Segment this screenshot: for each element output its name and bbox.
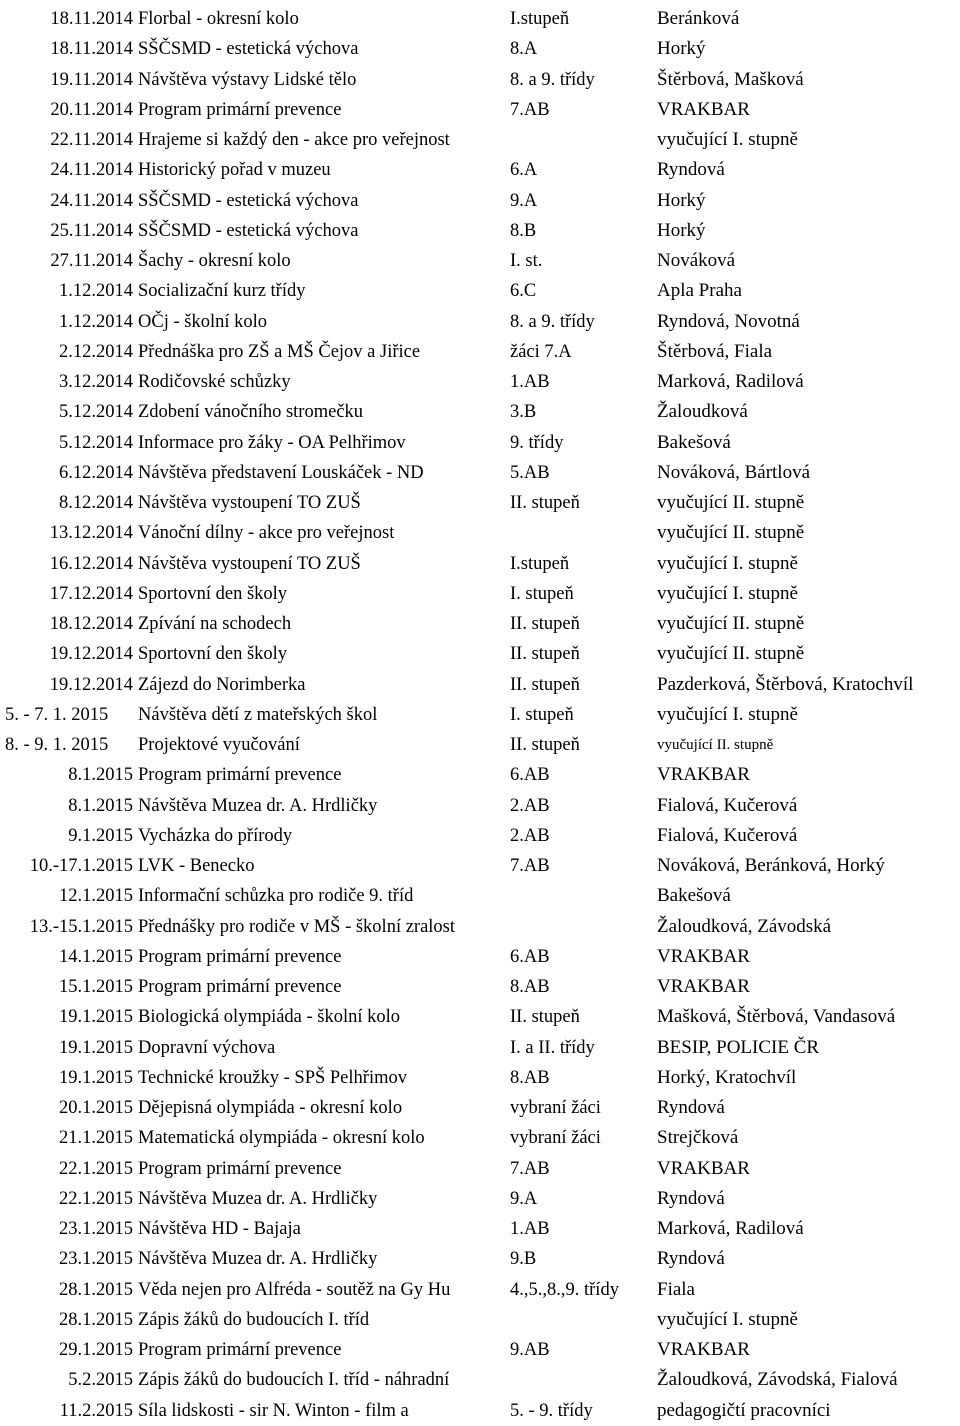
table-row: [0, 1365, 960, 1395]
date-cell: 5.2.2015: [68, 1370, 133, 1391]
teacher-cell: Nováková: [657, 250, 736, 272]
date-cell: 2.12.2014: [59, 341, 133, 362]
class-cell: 2.AB: [510, 795, 550, 816]
class-cell: 6.A: [510, 160, 538, 181]
date-cell: 15.1.2015: [59, 977, 133, 998]
class-cell: II. stupeň: [510, 644, 580, 665]
table-row: [0, 912, 960, 942]
table-row: [0, 1244, 960, 1274]
date-cell: 8. - 9. 1. 2015: [5, 735, 109, 756]
date-cell: 13.12.2014: [49, 523, 133, 544]
date-cell: 22.1.2015: [59, 1158, 133, 1179]
class-cell: 9.A: [510, 1188, 538, 1209]
table-row: [0, 760, 960, 790]
class-cell: 2.AB: [510, 825, 550, 846]
event-cell: Návštěva vystoupení TO ZUŠ: [138, 553, 361, 574]
event-cell: Návštěva Muzea dr. A. Hrdličky: [138, 795, 378, 816]
class-cell: [505, 1305, 652, 1335]
table-row: [0, 1335, 960, 1365]
event-cell: Technické kroužky - SPŠ Pelhřimov: [138, 1067, 407, 1088]
class-cell: II. stupeň: [510, 614, 580, 635]
teacher-cell: Ryndová: [657, 159, 725, 181]
date-cell: 13.-15.1.2015: [29, 916, 133, 937]
date-cell: 23.1.2015: [59, 1219, 133, 1240]
teacher-cell: Ryndová: [657, 1187, 725, 1209]
class-cell: 6.C: [510, 281, 537, 302]
event-cell: Zájezd do Norimberka: [138, 674, 306, 695]
event-cell: Matematická olympiáda - okresní kolo: [138, 1128, 425, 1149]
event-cell: Sportovní den školy: [138, 583, 288, 604]
table-row: [0, 1154, 960, 1184]
date-cell: 18.12.2014: [49, 614, 133, 635]
class-cell: 5. - 9. třídy: [510, 1400, 593, 1421]
teacher-cell: VRAKBAR: [657, 945, 750, 967]
class-cell: vybraní žáci: [510, 1128, 601, 1149]
event-cell: Biologická olympiáda - školní kolo: [138, 1007, 401, 1028]
teacher-cell: Pazderková, Štěrbová, Kratochvíl: [657, 673, 914, 695]
teacher-cell: BESIP, POLICIE ČR: [657, 1036, 820, 1058]
table-row: [0, 518, 960, 548]
class-cell: II. stupeň: [510, 1007, 580, 1028]
date-cell: 19.1.2015: [59, 1037, 133, 1058]
event-cell: Síla lidskosti - sir N. Winton - film a: [138, 1400, 409, 1421]
event-cell: Program primární prevence: [138, 1158, 342, 1179]
teacher-cell: Beránková: [657, 8, 740, 30]
teacher-cell: vyučující I. stupně: [657, 703, 798, 725]
class-cell: 8.B: [510, 220, 537, 241]
date-cell: 20.1.2015: [59, 1098, 133, 1119]
date-cell: 8.1.2015: [68, 795, 133, 816]
class-cell: I. stupeň: [510, 704, 574, 725]
event-cell: Informační schůzka pro rodiče 9. tříd: [138, 886, 414, 907]
teacher-cell: Bakešová: [657, 885, 731, 907]
event-cell: Informace pro žáky - OA Pelhřimov: [138, 432, 406, 453]
date-cell: 23.1.2015: [59, 1249, 133, 1270]
class-cell: 1.AB: [510, 1219, 550, 1240]
event-cell: Věda nejen pro Alfréda - soutěž na Gy Hu: [138, 1279, 451, 1300]
events-table-body: [0, 4, 960, 1426]
class-cell: 4.,5.,8.,9. třídy: [510, 1279, 619, 1300]
event-cell: Dopravní výchova: [138, 1037, 276, 1058]
event-cell: Přednášky pro rodiče v MŠ - školní zralost: [138, 916, 456, 937]
date-cell: 16.12.2014: [49, 553, 133, 574]
event-cell: Návštěva HD - Bajaja: [138, 1219, 301, 1240]
table-row: [0, 639, 960, 669]
teacher-cell: Ryndová: [657, 1248, 725, 1270]
teacher-cell: vyučující II. stupně: [657, 613, 805, 635]
teacher-cell: Mašková, Štěrbová, Vandasová: [657, 1006, 896, 1028]
date-cell: 14.1.2015: [59, 946, 133, 967]
class-cell: I. a II. třídy: [510, 1037, 595, 1058]
table-row: [0, 1063, 960, 1093]
teacher-cell: Nováková, Beránková, Horký: [657, 855, 885, 877]
class-cell: 8.AB: [510, 977, 550, 998]
date-cell: 22.1.2015: [59, 1188, 133, 1209]
class-cell: 5.AB: [510, 462, 550, 483]
event-cell: Sportovní den školy: [138, 644, 288, 665]
teacher-cell: vyučující I. stupně: [657, 1308, 798, 1330]
teacher-cell: VRAKBAR: [657, 1157, 750, 1179]
date-cell: 22.11.2014: [50, 130, 133, 151]
class-cell: [505, 125, 652, 155]
teacher-cell: vyučující I. stupně: [657, 552, 798, 574]
table-row: [0, 367, 960, 397]
teacher-cell: Apla Praha: [657, 280, 742, 302]
teacher-cell: Horký, Kratochvíl: [657, 1066, 797, 1088]
table-row: [0, 95, 960, 125]
class-cell: [505, 518, 652, 548]
event-cell: Program primární prevence: [138, 946, 342, 967]
table-row: [0, 4, 960, 34]
table-row: [0, 307, 960, 337]
teacher-cell: Štěrbová, Fiala: [657, 340, 773, 362]
date-cell: 18.11.2014: [50, 9, 133, 30]
table-row: [0, 397, 960, 427]
class-cell: 7.AB: [510, 1158, 550, 1179]
teacher-cell: Strejčková: [657, 1127, 739, 1149]
date-cell: 11.2.2015: [59, 1400, 133, 1421]
teacher-cell: Horký: [657, 189, 706, 211]
event-cell: Šachy - okresní kolo: [138, 251, 291, 272]
class-cell: 9.AB: [510, 1340, 550, 1361]
event-cell: Zápis žáků do budoucích I. tříd: [138, 1309, 370, 1330]
class-cell: II. stupeň: [510, 493, 580, 514]
class-cell: II. stupeň: [510, 735, 580, 756]
teacher-cell: VRAKBAR: [657, 1339, 750, 1361]
date-cell: 28.1.2015: [59, 1279, 133, 1300]
date-cell: 24.11.2014: [50, 160, 133, 181]
teacher-cell: Žaloudková, Závodská, Fialová: [657, 1369, 898, 1391]
class-cell: 8.AB: [510, 1067, 550, 1088]
class-cell: I.stupeň: [510, 9, 570, 30]
date-cell: 12.1.2015: [59, 886, 133, 907]
date-cell: 19.12.2014: [49, 644, 133, 665]
date-cell: 8.12.2014: [59, 493, 133, 514]
class-cell: žáci 7.A: [510, 341, 572, 362]
class-cell: I. stupeň: [510, 583, 574, 604]
event-cell: Projektové vyučování: [138, 735, 300, 756]
date-cell: 19.12.2014: [49, 674, 133, 695]
event-cell: Návštěva Muzea dr. A. Hrdličky: [138, 1249, 378, 1270]
teacher-cell: Žaloudková, Závodská: [657, 915, 832, 937]
table-row: [0, 34, 960, 64]
event-cell: Zpívání na schodech: [138, 614, 292, 635]
event-cell: Zápis žáků do budoucích I. tříd - náhradní: [138, 1370, 450, 1391]
teacher-cell: Fialová, Kučerová: [657, 794, 798, 816]
date-cell: 19.1.2015: [59, 1007, 133, 1028]
table-row: [0, 972, 960, 1002]
table-row: [0, 851, 960, 881]
class-cell: 6.AB: [510, 946, 550, 967]
date-cell: 17.12.2014: [49, 583, 133, 604]
event-cell: Návštěva výstavy Lidské tělo: [138, 69, 357, 90]
teacher-cell: pedagogičtí pracovníci: [657, 1399, 831, 1421]
table-row: [0, 65, 960, 95]
teacher-cell: vyučující I. stupně: [657, 582, 798, 604]
event-cell: Program primární prevence: [138, 1340, 342, 1361]
table-row: [0, 1002, 960, 1032]
class-cell: 1.AB: [510, 372, 550, 393]
table-row: [0, 1214, 960, 1244]
date-cell: 24.11.2014: [50, 190, 133, 211]
table-row: [0, 186, 960, 216]
teacher-cell: VRAKBAR: [657, 98, 750, 120]
teacher-cell: Žaloudková: [657, 401, 748, 423]
date-cell: 3.12.2014: [59, 372, 133, 393]
event-cell: Program primární prevence: [138, 977, 342, 998]
table-row: [0, 458, 960, 488]
class-cell: vybraní žáci: [510, 1098, 601, 1119]
date-cell: 18.11.2014: [50, 39, 133, 60]
table-row: [0, 1396, 960, 1426]
class-cell: 7.AB: [510, 856, 550, 877]
event-cell: Návštěva představení Louskáček - ND: [138, 462, 424, 483]
date-cell: 29.1.2015: [59, 1340, 133, 1361]
table-row: [0, 1275, 960, 1305]
event-cell: Návštěva Muzea dr. A. Hrdličky: [138, 1188, 378, 1209]
class-cell: 9.B: [510, 1249, 537, 1270]
table-row: [0, 579, 960, 609]
table-row: [0, 700, 960, 730]
table-row: [0, 125, 960, 155]
teacher-cell: Horký: [657, 219, 706, 241]
table-row: [0, 428, 960, 458]
event-cell: Florbal - okresní kolo: [138, 9, 299, 30]
teacher-cell: vyučující II. stupně: [657, 737, 774, 754]
class-cell: II. stupeň: [510, 674, 580, 695]
event-cell: SŠČSMD - estetická výchova: [138, 190, 359, 211]
table-row: [0, 791, 960, 821]
date-cell: 9.1.2015: [68, 825, 133, 846]
teacher-cell: vyučující II. stupně: [657, 492, 805, 514]
table-row: [0, 549, 960, 579]
table-row: [0, 609, 960, 639]
table-row: [0, 881, 960, 911]
event-cell: Vánoční dílny - akce pro veřejnost: [138, 523, 395, 544]
table-row: [0, 1033, 960, 1063]
event-cell: Rodičovské schůzky: [138, 372, 291, 393]
table-row: [0, 337, 960, 367]
table-row: [0, 246, 960, 276]
teacher-cell: Fialová, Kučerová: [657, 824, 798, 846]
class-cell: 7.AB: [510, 99, 550, 120]
table-row: [0, 1123, 960, 1153]
event-cell: SŠČSMD - estetická výchova: [138, 39, 359, 60]
events-table: [0, 4, 960, 1426]
event-cell: SŠČSMD - estetická výchova: [138, 220, 359, 241]
event-cell: Socializační kurz třídy: [138, 281, 306, 302]
date-cell: 27.11.2014: [50, 251, 133, 272]
date-cell: 21.1.2015: [59, 1128, 133, 1149]
table-row: [0, 155, 960, 185]
table-row: [0, 1093, 960, 1123]
event-cell: Historický pořad v muzeu: [138, 160, 331, 181]
date-cell: 5.12.2014: [59, 402, 133, 423]
class-cell: [505, 1365, 652, 1395]
class-cell: [505, 881, 652, 911]
date-cell: 6.12.2014: [59, 462, 133, 483]
date-cell: 25.11.2014: [50, 220, 133, 241]
table-row: [0, 730, 960, 760]
table-row: [0, 670, 960, 700]
date-cell: 1.12.2014: [59, 311, 133, 332]
event-cell: Dějepisná olympiáda - okresní kolo: [138, 1098, 403, 1119]
teacher-cell: VRAKBAR: [657, 764, 750, 786]
class-cell: 8.A: [510, 39, 538, 60]
date-cell: 19.1.2015: [59, 1067, 133, 1088]
table-row: [0, 488, 960, 518]
teacher-cell: Marková, Radilová: [657, 371, 804, 393]
event-cell: Zdobení vánočního stromečku: [138, 402, 364, 423]
teacher-cell: vyučující I. stupně: [657, 129, 798, 151]
date-cell: 20.11.2014: [50, 99, 133, 120]
class-cell: 6.AB: [510, 765, 550, 786]
date-cell: 1.12.2014: [59, 281, 133, 302]
teacher-cell: VRAKBAR: [657, 976, 750, 998]
teacher-cell: vyučující II. stupně: [657, 522, 805, 544]
class-cell: I.stupeň: [510, 553, 570, 574]
teacher-cell: Marková, Radilová: [657, 1218, 804, 1240]
teacher-cell: Bakešová: [657, 431, 731, 453]
table-row: [0, 1184, 960, 1214]
class-cell: 3.B: [510, 402, 537, 423]
class-cell: 8. a 9. třídy: [510, 311, 595, 332]
teacher-cell: Nováková, Bártlová: [657, 461, 811, 483]
date-cell: 19.11.2014: [50, 69, 133, 90]
event-cell: OČj - školní kolo: [138, 311, 267, 332]
event-cell: Hrajeme si každý den - akce pro veřejnost: [138, 130, 450, 151]
date-cell: 5. - 7. 1. 2015: [5, 704, 109, 725]
event-cell: Přednáška pro ZŠ a MŠ Čejov a Jiřice: [138, 341, 421, 362]
table-row: [0, 821, 960, 851]
teacher-cell: Ryndová: [657, 1097, 725, 1119]
event-cell: Návštěva vystoupení TO ZUŠ: [138, 493, 361, 514]
table-row: [0, 1305, 960, 1335]
table-row: [0, 216, 960, 246]
class-cell: 9. třídy: [510, 432, 564, 453]
date-cell: 8.1.2015: [68, 765, 133, 786]
class-cell: 8. a 9. třídy: [510, 69, 595, 90]
event-cell: LVK - Benecko: [138, 856, 255, 877]
event-cell: Program primární prevence: [138, 99, 342, 120]
event-cell: Vycházka do přírody: [138, 825, 293, 846]
class-cell: I. st.: [510, 251, 543, 272]
teacher-cell: vyučující II. stupně: [657, 643, 805, 665]
class-cell: 9.A: [510, 190, 538, 211]
event-cell: Program primární prevence: [138, 765, 342, 786]
date-cell: 10.-17.1.2015: [29, 856, 133, 877]
teacher-cell: Štěrbová, Mašková: [657, 68, 804, 90]
table-row: [0, 276, 960, 306]
date-cell: 5.12.2014: [59, 432, 133, 453]
event-cell: Návštěva dětí z mateřských škol: [138, 704, 378, 725]
date-cell: 28.1.2015: [59, 1309, 133, 1330]
class-cell: [505, 912, 652, 942]
teacher-cell: Fiala: [657, 1278, 695, 1300]
teacher-cell: Horký: [657, 38, 706, 60]
table-row: [0, 942, 960, 972]
teacher-cell: Ryndová, Novotná: [657, 310, 800, 332]
